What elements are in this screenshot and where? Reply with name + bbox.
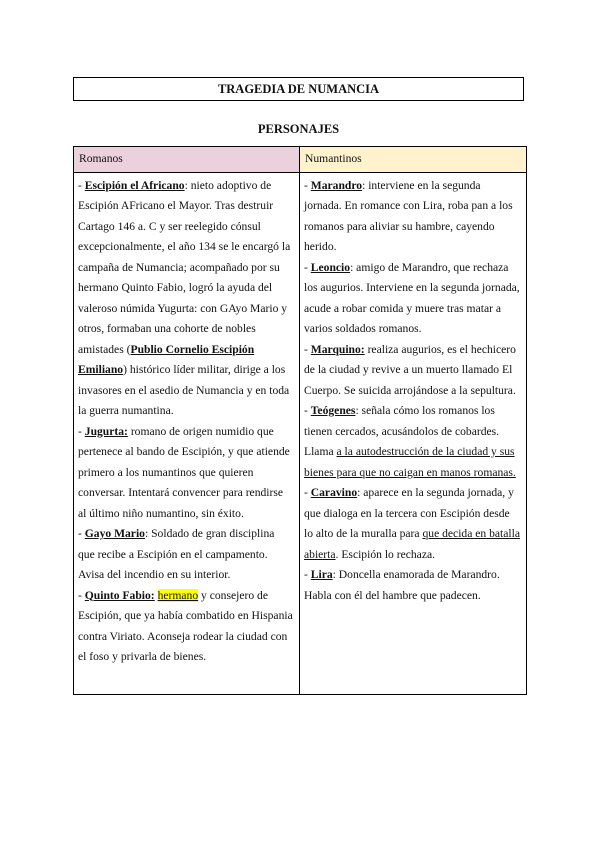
header-numantinos: Numantinos — [300, 147, 527, 173]
character-entry-escipion — [78, 176, 294, 422]
character-entry-jugurta — [78, 422, 294, 525]
entry-dash: - — [78, 588, 85, 602]
document-title-box — [73, 77, 524, 101]
character-name: Marandro — [310, 178, 363, 192]
entry-dash: - — [78, 527, 85, 540]
character-description: : Soldado de gran disciplina que recibe a Escipión en el campamento. Avisa del incendio en su interior. — [78, 527, 275, 581]
character-entry-teogenes — [304, 401, 521, 483]
character-description-cont: ) histórico líder militar, dirige a los invasores en el asedio de Numancia y en toda la guerra numantina. — [78, 363, 290, 417]
character-description: : amigo de Marandro, que rechaza los augurios. Interviene en la segunda jornada, acude a robar comida y muere tras matar a varios soldados romanos. — [304, 260, 520, 335]
entry-dash: - — [304, 404, 311, 417]
table-row — [74, 172, 527, 694]
entry-dash: - — [304, 342, 311, 356]
character-entry-quinto-fabio — [78, 586, 294, 668]
entry-dash: - — [78, 178, 85, 192]
character-name: Teógenes — [310, 404, 356, 417]
character-entry-lira — [304, 565, 521, 606]
characters-table — [73, 146, 527, 695]
character-description: romano de origen numidio que pertenece al bando de Escipión, y que atiende primero a los numantinos que quieren conversar. Intentará convencer para rendirse al último niño numantino, sin éxito. — [78, 424, 290, 520]
underlined-text: a la autodestrucción de la ciudad y sus bienes para que no caigan en manos romanas. — [304, 445, 516, 479]
table-header-row — [74, 147, 527, 173]
character-description: realiza augurios, es el hechicero de la ciudad y revive a un muerto llamado El Cuerpo. Se suicida arrojándose a la sepultura. — [304, 342, 516, 397]
entry-dash: - — [304, 486, 311, 499]
document-title: TRAGEDIA DE NUMANCIA — [217, 81, 380, 96]
entry-dash: - — [304, 178, 311, 192]
character-name: Leoncio — [310, 260, 351, 274]
character-name: Quinto Fabio: — [84, 588, 155, 602]
character-entry-gayo-mario — [78, 524, 294, 586]
section-heading: PERSONAJES — [257, 122, 340, 136]
character-description: y consejero de Escipión, que ya había combatido en Hispania contra Viriato. Aconseja rodear la ciudad con el foso y privarla de bienes. — [78, 588, 293, 663]
character-entry-marandro — [304, 176, 521, 258]
character-name: Lira — [310, 568, 333, 581]
underlined-text: que decida en batalla abierta — [304, 527, 520, 561]
romanos-cell — [74, 172, 300, 694]
character-description: : interviene en la segunda jornada. En romance con Lira, roba pan a los romanos para aliviar su hambre, cayendo herido. — [304, 178, 513, 253]
character-description-cont: . Escipión lo rechaza. — [335, 547, 436, 561]
entry-dash: - — [78, 424, 85, 438]
character-alt-name: Publio Cornelio Escipión Emiliano — [78, 342, 255, 376]
header-romanos: Romanos — [74, 147, 300, 173]
numantinos-cell — [300, 172, 527, 694]
character-name: Escipión el Africano — [84, 178, 185, 192]
character-description: : señala cómo los romanos los tienen cercados, acusándolos de cobardes. Llama — [304, 404, 500, 458]
character-entry-caravino — [304, 483, 521, 565]
highlighted-text: hermano — [157, 588, 199, 602]
character-description: : Doncella enamorada de Marandro. Habla con él del hambre que padecen. — [304, 568, 500, 602]
character-description: : nieto adoptivo de Escipión AFricano el Mayor. Tras destruir Cartago 146 a. C y ser reelegido cónsul excepcionalmente, el año 134 se le encargó la campaña de Numancia; acompañado por su hermano Quinto Fabio, logró la ayuda del valeroso númida Yugurta: con GAyo Mario y otros, formaban una cohorte de nobles amistades ( — [78, 178, 291, 356]
character-name: Gayo Mario — [84, 527, 145, 540]
character-name: Marquino: — [310, 342, 365, 356]
entry-dash: - — [304, 260, 311, 274]
character-entry-leoncio — [304, 258, 521, 340]
character-description: : aparece en la segunda jornada, y que dialoga en la tercera con Escipión desde lo alto de la muralla para — [304, 486, 514, 540]
character-entry-marquino — [304, 340, 521, 402]
entry-dash: - — [304, 568, 311, 581]
character-name: Caravino — [310, 486, 358, 499]
character-name: Jugurta: — [84, 424, 128, 438]
